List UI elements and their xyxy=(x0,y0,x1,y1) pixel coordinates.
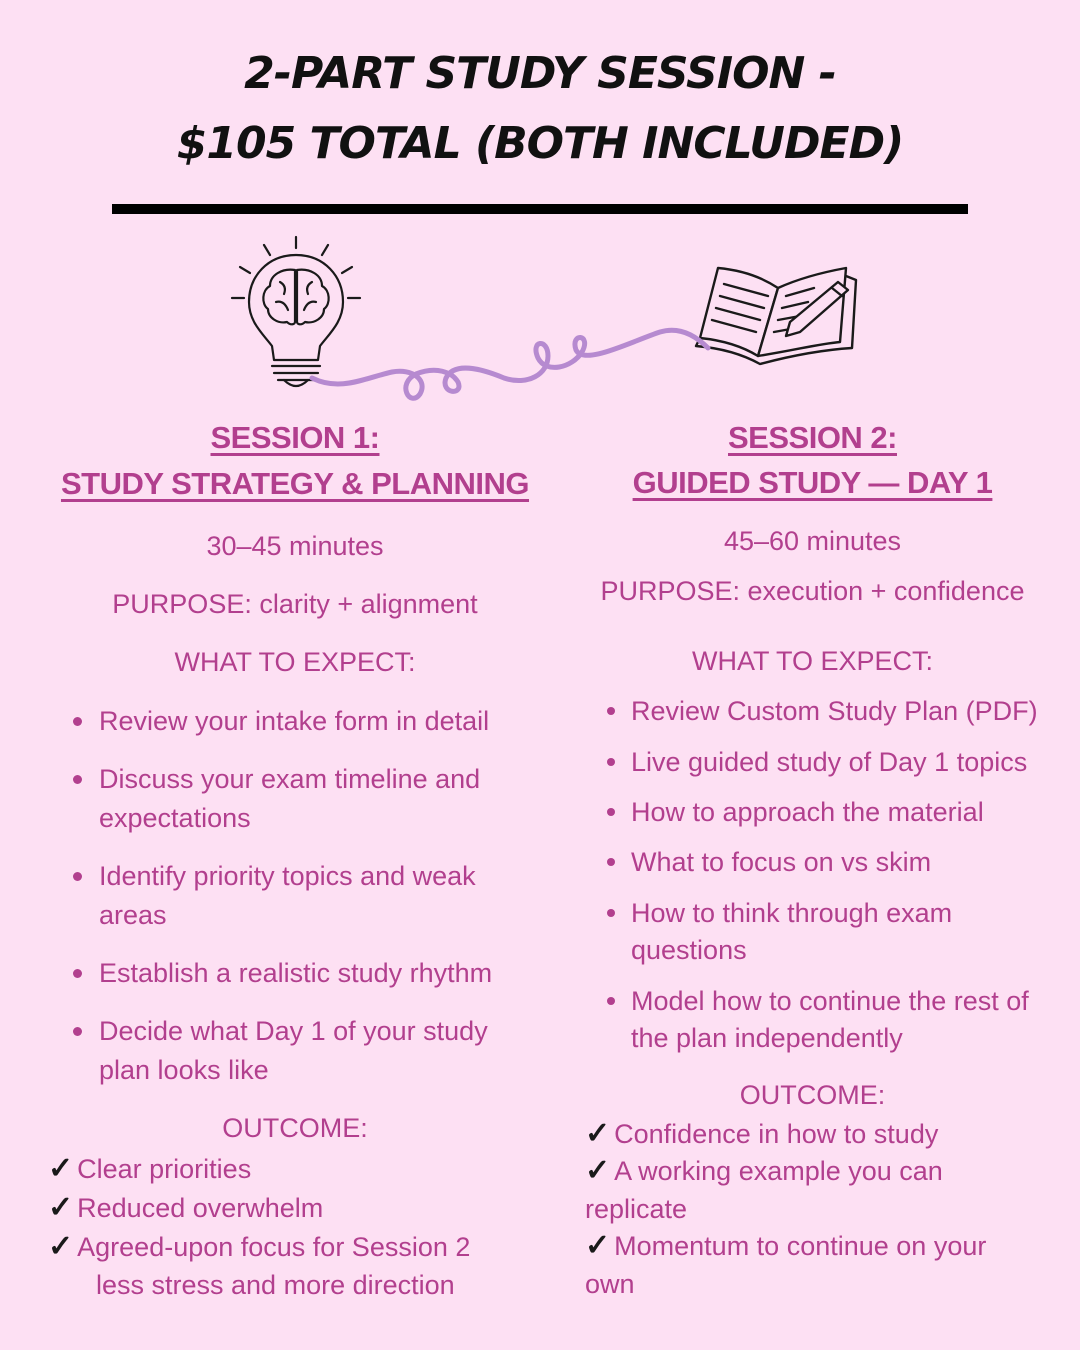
session-1-expect-label: WHAT TO EXPECT: xyxy=(174,647,416,677)
checkmark-icon: ✓ xyxy=(585,1154,611,1187)
outcome-item: ✓ A working example you can replicate xyxy=(585,1154,943,1224)
session-2-expect-label: WHAT TO EXPECT: xyxy=(691,646,934,676)
bullet-icon xyxy=(607,808,615,816)
outcome-item: ✓ Clear priorities xyxy=(48,1152,252,1185)
session-1-outcome-label: OUTCOME: xyxy=(222,1113,368,1143)
bullet-icon xyxy=(607,997,615,1005)
list-item: Establish a realistic study rhythm xyxy=(99,954,549,993)
session-2-heading: SESSION 2: xyxy=(728,420,897,455)
session-1-subheading: STUDY STRATEGY & PLANNING xyxy=(60,466,530,501)
session-1-purpose: PURPOSE: clarity + alignment xyxy=(112,589,478,619)
list-item: Discuss your exam timeline and expectations xyxy=(99,760,539,838)
bullet-icon xyxy=(73,1027,82,1036)
session-1-heading: SESSION 1: xyxy=(210,420,380,455)
list-item: How to approach the material xyxy=(631,794,1041,831)
checkmark-icon: ✓ xyxy=(48,1152,74,1185)
bullet-icon xyxy=(73,775,82,784)
session-1-column xyxy=(40,0,550,1350)
list-item: Decide what Day 1 of your study plan looks like xyxy=(99,1012,529,1090)
bullet-icon xyxy=(73,717,82,726)
outcome-item: ✓ Momentum to continue on your own xyxy=(585,1229,987,1299)
list-item: Review your intake form in detail xyxy=(99,702,539,741)
session-1-duration: 30–45 minutes xyxy=(206,531,384,561)
list-item: Review Custom Study Plan (PDF) xyxy=(631,693,1041,730)
list-item: Live guided study of Day 1 topics xyxy=(631,744,1041,781)
checkmark-icon: ✓ xyxy=(585,1229,611,1262)
outcome-item: ✓ Agreed-upon focus for Session 2 xyxy=(48,1230,471,1263)
outcome-item-continuation: less stress and more direction xyxy=(96,1270,455,1300)
list-item: Model how to continue the rest of the plan independently xyxy=(631,983,1031,1057)
bullet-icon xyxy=(607,909,615,917)
bullet-icon xyxy=(607,858,615,866)
bullet-icon xyxy=(73,969,82,978)
bullet-icon xyxy=(73,872,82,881)
title-line-1: 2-PART STUDY SESSION - xyxy=(244,48,836,99)
outcome-item: ✓ Confidence in how to study xyxy=(585,1117,939,1150)
checkmark-icon: ✓ xyxy=(585,1117,611,1150)
checkmark-icon: ✓ xyxy=(48,1230,74,1263)
list-item: Identify priority topics and weak areas xyxy=(99,857,539,935)
list-item: How to think through exam questions xyxy=(631,895,1001,969)
session-2-subheading: GUIDED STUDY — DAY 1 xyxy=(632,465,993,500)
session-2-column xyxy=(585,0,1040,1350)
session-2-purpose: PURPOSE: execution + confidence xyxy=(600,576,1025,606)
list-item: What to focus on vs skim xyxy=(631,844,1041,881)
session-2-duration: 45–60 minutes xyxy=(723,526,902,556)
checkmark-icon: ✓ xyxy=(48,1191,74,1224)
bullet-icon xyxy=(607,758,615,766)
bullet-icon xyxy=(607,707,615,715)
session-2-outcome-label: OUTCOME: xyxy=(739,1080,886,1110)
outcome-item: ✓ Reduced overwhelm xyxy=(48,1191,324,1224)
title-line-2: $105 TOTAL (BOTH INCLUDED) xyxy=(176,118,904,169)
